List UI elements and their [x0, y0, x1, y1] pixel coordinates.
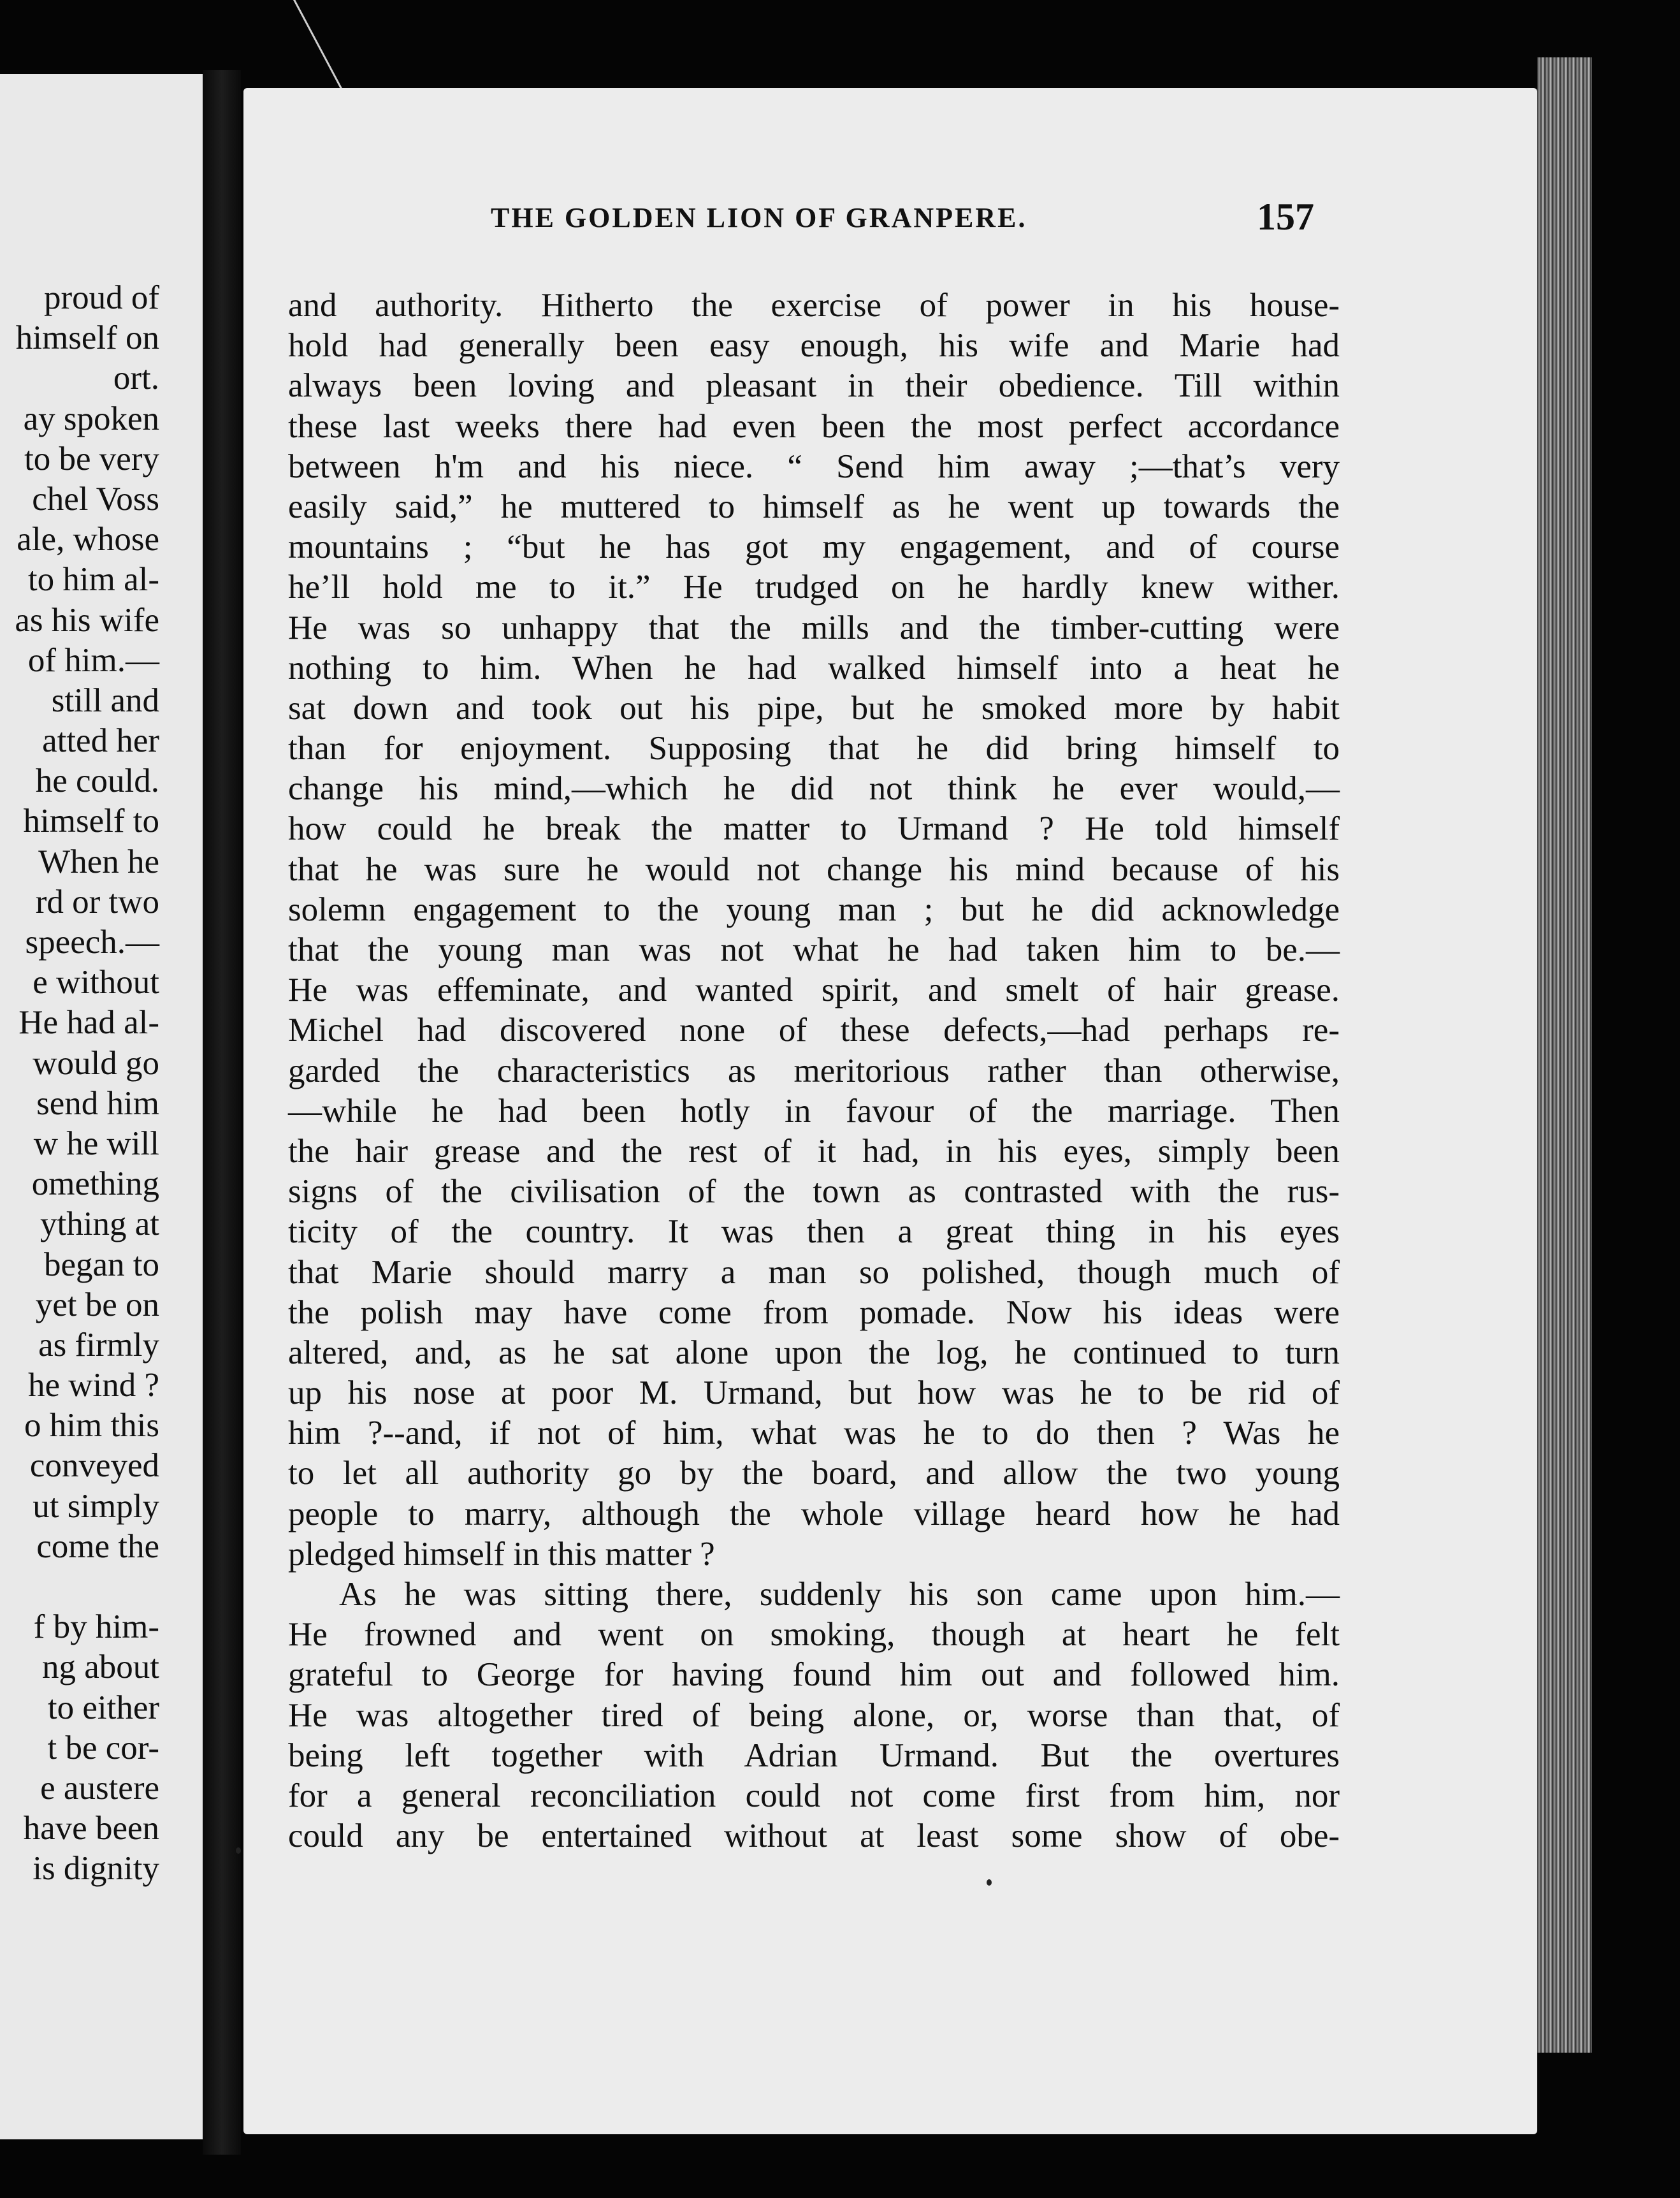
text-line: —while he had been hotly in favour of the marriage. Then	[288, 1092, 1340, 1130]
left-page-line: chel Voss	[32, 480, 159, 518]
left-page-line: t be cor-	[47, 1729, 159, 1766]
text-line: for a general reconciliation could not come first from him, nor	[288, 1777, 1340, 1814]
left-page-text	[0, 278, 159, 1889]
left-page-line: When he	[38, 843, 159, 880]
left-page-line: of him.—	[27, 641, 159, 679]
left-page-line: still and	[51, 681, 159, 719]
ink-speck	[987, 1879, 992, 1886]
text-line: the polish may have come from pomade. Now his ideas were	[288, 1293, 1340, 1331]
ink-speck	[236, 1847, 241, 1854]
text-line: grateful to George for having found him out and followed him.	[288, 1656, 1340, 1694]
left-page-line: as firmly	[38, 1326, 159, 1364]
text-line: Michel had discovered none of these defects,—had perhaps re-	[288, 1012, 1340, 1049]
text-line: solemn engagement to the young man ; but he did acknowledge	[288, 891, 1340, 928]
text-line: ticity of the country. It was then a great thing in his eyes	[288, 1213, 1340, 1251]
text-line: sat down and took out his pipe, but he smoked more by habit	[288, 689, 1340, 727]
left-page-line: himself on	[15, 319, 159, 357]
left-page-line: w he will	[33, 1124, 159, 1162]
text-line: mountains ; “but he has got my engagement, and of course	[288, 528, 1340, 566]
left-page-line: to be very	[24, 440, 159, 477]
left-page-line: would go	[33, 1044, 159, 1082]
left-page-fragment	[0, 74, 206, 2139]
page-edges	[1537, 57, 1592, 2053]
left-page-line: have been	[23, 1810, 159, 1847]
body-text	[288, 286, 1340, 1856]
text-line: how could he break the matter to Urmand ? He told himself	[288, 810, 1340, 848]
left-page-line: began to	[43, 1246, 159, 1283]
left-page-line: as his wife	[15, 601, 159, 639]
left-page-line: ything at	[40, 1205, 159, 1243]
text-line: He was so unhappy that the mills and the timber-cutting were	[288, 609, 1340, 646]
text-line: him ?--and, if not of him, what was he to do then ? Was he	[288, 1415, 1340, 1452]
left-page-line: ng about	[42, 1648, 159, 1686]
text-line: that the young man was not what he had taken him to be.—	[288, 931, 1340, 968]
left-page-line: o him this	[24, 1407, 159, 1445]
left-page-line: ale, whose	[17, 521, 159, 558]
left-page-line: rd or two	[35, 883, 159, 921]
text-line: He was altogether tired of being alone, or, worse than that, of	[288, 1696, 1340, 1734]
text-line: he’ll hold me to it.” He trudged on he hardly knew wither.	[288, 569, 1340, 606]
left-page-line: he could.	[35, 762, 159, 800]
text-line: pledged himself in this matter ?	[288, 1535, 715, 1573]
text-line: easily said,” he muttered to himself as he went up towards the	[288, 488, 1340, 525]
text-line: nothing to him. When he had walked himself into a heat he	[288, 649, 1340, 687]
text-line: and authority. Hitherto the exercise of power in his house-	[288, 287, 1340, 324]
left-page-line: e without	[33, 964, 159, 1001]
running-title: THE GOLDEN LION OF GRANPERE.	[491, 202, 1027, 233]
left-page-line: ut simply	[33, 1487, 159, 1525]
left-page-line: to him al-	[27, 561, 159, 599]
book-gutter	[203, 70, 241, 2155]
text-line: As he was sitting there, suddenly his son came upon him.—	[339, 1576, 1340, 1613]
text-line: altered, and, as he sat alone upon the log, he continued to turn	[288, 1334, 1340, 1371]
left-page-line: he wind ?	[27, 1367, 159, 1404]
text-line: to let all authority go by the board, and allow the two young	[288, 1455, 1340, 1492]
left-page-line: atted her	[42, 722, 159, 760]
text-line: signs of the civilisation of the town as contrasted with the rus-	[288, 1173, 1340, 1211]
text-line: always been loving and pleasant in their obedience. Till within	[288, 367, 1340, 405]
text-line: up his nose at poor M. Urmand, but how was he to be rid of	[288, 1374, 1340, 1412]
text-line: change his mind,—which he did not think he ever would,—	[288, 770, 1340, 808]
text-line: garded the characteristics as meritorious rather than otherwise,	[288, 1052, 1340, 1089]
text-line: hold had generally been easy enough, his wife and Marie had	[288, 327, 1340, 365]
left-page-line: ort.	[113, 360, 159, 397]
text-line: than for enjoyment. Supposing that he did bring himself to	[288, 730, 1340, 768]
text-line: these last weeks there had even been the most perfect accordance	[288, 407, 1340, 445]
left-page-line: proud of	[43, 279, 159, 316]
left-page-line: speech.—	[25, 924, 159, 961]
left-page-line: come the	[36, 1527, 159, 1565]
left-page-line: is dignity	[33, 1850, 159, 1888]
text-line: He frowned and went on smoking, though at heart he felt	[288, 1616, 1340, 1654]
left-page-line: yet be on	[35, 1286, 159, 1323]
text-line: could any be entertained without at least some show of obe-	[288, 1817, 1340, 1855]
page-number: 157	[1257, 196, 1314, 238]
text-line: that he was sure he would not change his mind because of his	[288, 850, 1340, 888]
left-page-line: omething	[31, 1165, 159, 1203]
left-page-line: f by him-	[33, 1608, 159, 1646]
text-line: that Marie should marry a man so polished, though much of	[288, 1253, 1340, 1291]
left-page-line: himself to	[23, 803, 159, 840]
left-page-line: conveyed	[29, 1447, 159, 1485]
text-line: between h'm and his niece. “ Send him away ;—that’s very	[288, 448, 1340, 485]
left-page-line: send him	[36, 1084, 159, 1122]
text-line: He was effeminate, and wanted spirit, and smelt of hair grease.	[288, 972, 1340, 1009]
paper-crease	[293, 0, 345, 96]
left-page-line: He had al-	[18, 1004, 159, 1042]
text-line: the hair grease and the rest of it had, in his eyes, simply been	[288, 1132, 1340, 1170]
left-page-line: e austere	[40, 1769, 159, 1807]
text-line: people to marry, although the whole village heard how he had	[288, 1495, 1340, 1532]
text-line: being left together with Adrian Urmand. But the overtures	[288, 1736, 1340, 1774]
left-page-line: ay spoken	[23, 400, 159, 437]
left-page-line: to either	[47, 1689, 159, 1726]
left-page-line	[0, 1567, 159, 1607]
